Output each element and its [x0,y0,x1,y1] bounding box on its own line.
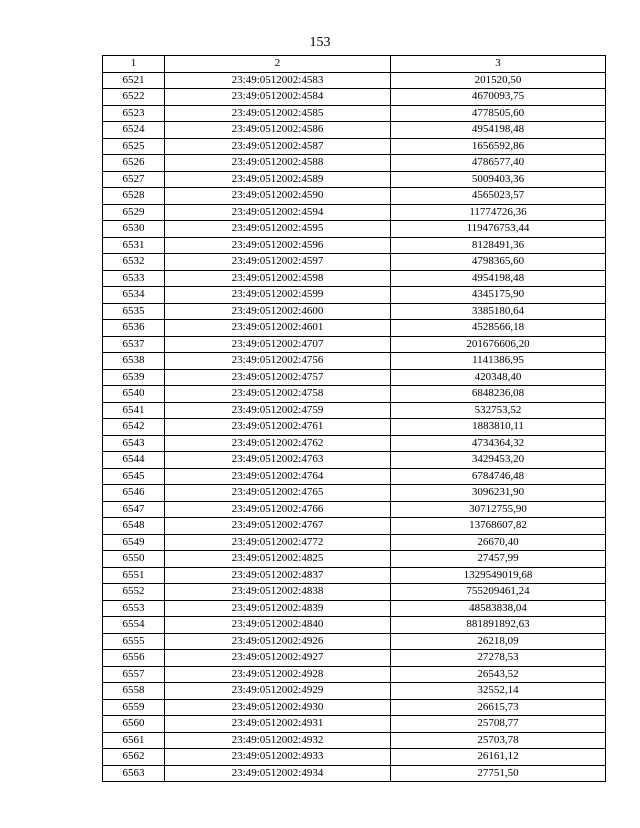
row-number-cell: 6540 [103,386,165,403]
row-number-cell: 6535 [103,303,165,320]
row-number-cell: 6554 [103,617,165,634]
cadastral-number-cell: 23:49:0512002:4588 [165,155,391,172]
value-cell: 420348,40 [391,369,606,386]
table-row [103,386,606,403]
value-cell: 4778505,60 [391,105,606,122]
cadastral-number-cell: 23:49:0512002:4767 [165,518,391,535]
row-number-cell: 6522 [103,89,165,106]
row-number-cell: 6561 [103,732,165,749]
row-number-cell: 6553 [103,600,165,617]
table-header-row [103,56,606,73]
cadastral-number-cell: 23:49:0512002:4932 [165,732,391,749]
row-number-cell: 6539 [103,369,165,386]
row-number-cell: 6546 [103,485,165,502]
row-number-cell: 6533 [103,270,165,287]
row-number-cell: 6545 [103,468,165,485]
cadastral-number-cell: 23:49:0512002:4596 [165,237,391,254]
value-cell: 1141386,95 [391,353,606,370]
row-number-cell: 6524 [103,122,165,139]
value-cell: 26218,09 [391,633,606,650]
table-row [103,501,606,518]
cadastral-number-cell: 23:49:0512002:4757 [165,369,391,386]
table-row [103,188,606,205]
table-row [103,105,606,122]
row-number-cell: 6542 [103,419,165,436]
table-row [103,600,606,617]
value-cell: 27278,53 [391,650,606,667]
value-cell: 27457,99 [391,551,606,568]
row-number-cell: 6543 [103,435,165,452]
table-row [103,650,606,667]
cadastral-number-cell: 23:49:0512002:4762 [165,435,391,452]
cadastral-number-cell: 23:49:0512002:4772 [165,534,391,551]
row-number-cell: 6538 [103,353,165,370]
cadastral-number-cell: 23:49:0512002:4587 [165,138,391,155]
table-row [103,716,606,733]
row-number-cell: 6555 [103,633,165,650]
column-header: 1 [103,56,165,73]
data-table [102,55,606,782]
cadastral-number-cell: 23:49:0512002:4595 [165,221,391,238]
cadastral-number-cell: 23:49:0512002:4763 [165,452,391,469]
row-number-cell: 6549 [103,534,165,551]
value-cell: 4954198,48 [391,270,606,287]
cadastral-number-cell: 23:49:0512002:4765 [165,485,391,502]
value-cell: 532753,52 [391,402,606,419]
row-number-cell: 6558 [103,683,165,700]
cadastral-number-cell: 23:49:0512002:4825 [165,551,391,568]
table-row [103,320,606,337]
cadastral-number-cell: 23:49:0512002:4838 [165,584,391,601]
cadastral-number-cell: 23:49:0512002:4839 [165,600,391,617]
value-cell: 48583838,04 [391,600,606,617]
row-number-cell: 6563 [103,765,165,782]
table-row [103,518,606,535]
cadastral-number-cell: 23:49:0512002:4600 [165,303,391,320]
cadastral-number-cell: 23:49:0512002:4583 [165,72,391,89]
value-cell: 13768607,82 [391,518,606,535]
row-number-cell: 6528 [103,188,165,205]
value-cell: 25708,77 [391,716,606,733]
row-number-cell: 6562 [103,749,165,766]
value-cell: 201676606,20 [391,336,606,353]
table-row [103,452,606,469]
cadastral-number-cell: 23:49:0512002:4926 [165,633,391,650]
table-body [103,72,606,782]
value-cell: 3385180,64 [391,303,606,320]
row-number-cell: 6557 [103,666,165,683]
table-row [103,369,606,386]
cadastral-number-cell: 23:49:0512002:4597 [165,254,391,271]
value-cell: 201520,50 [391,72,606,89]
value-cell: 4786577,40 [391,155,606,172]
table-row [103,138,606,155]
value-cell: 1329549019,68 [391,567,606,584]
row-number-cell: 6527 [103,171,165,188]
cadastral-number-cell: 23:49:0512002:4931 [165,716,391,733]
cadastral-number-cell: 23:49:0512002:4928 [165,666,391,683]
value-cell: 8128491,36 [391,237,606,254]
value-cell: 755209461,24 [391,584,606,601]
value-cell: 4670093,75 [391,89,606,106]
row-number-cell: 6525 [103,138,165,155]
cadastral-number-cell: 23:49:0512002:4601 [165,320,391,337]
cadastral-number-cell: 23:49:0512002:4707 [165,336,391,353]
value-cell: 4734364,32 [391,435,606,452]
table-row [103,270,606,287]
value-cell: 25703,78 [391,732,606,749]
table-row [103,435,606,452]
table-row [103,89,606,106]
cadastral-number-cell: 23:49:0512002:4586 [165,122,391,139]
cadastral-number-cell: 23:49:0512002:4766 [165,501,391,518]
table-row [103,171,606,188]
table-row [103,353,606,370]
cadastral-number-cell: 23:49:0512002:4585 [165,105,391,122]
table-row [103,468,606,485]
table-row [103,666,606,683]
value-cell: 4798365,60 [391,254,606,271]
cadastral-number-cell: 23:49:0512002:4934 [165,765,391,782]
column-header: 2 [165,56,391,73]
table-row [103,683,606,700]
table-row [103,336,606,353]
cadastral-number-cell: 23:49:0512002:4764 [165,468,391,485]
cadastral-number-cell: 23:49:0512002:4759 [165,402,391,419]
cadastral-number-cell: 23:49:0512002:4584 [165,89,391,106]
table-row [103,237,606,254]
cadastral-number-cell: 23:49:0512002:4758 [165,386,391,403]
row-number-cell: 6556 [103,650,165,667]
row-number-cell: 6559 [103,699,165,716]
row-number-cell: 6530 [103,221,165,238]
cadastral-number-cell: 23:49:0512002:4599 [165,287,391,304]
row-number-cell: 6541 [103,402,165,419]
value-cell: 3096231,90 [391,485,606,502]
table-row [103,402,606,419]
cadastral-number-cell: 23:49:0512002:4933 [165,749,391,766]
value-cell: 4565023,57 [391,188,606,205]
table-row [103,204,606,221]
cadastral-number-cell: 23:49:0512002:4589 [165,171,391,188]
cadastral-number-cell: 23:49:0512002:4761 [165,419,391,436]
table-row [103,584,606,601]
value-cell: 32552,14 [391,683,606,700]
row-number-cell: 6537 [103,336,165,353]
value-cell: 6848236,08 [391,386,606,403]
value-cell: 4345175,90 [391,287,606,304]
table-row [103,419,606,436]
row-number-cell: 6532 [103,254,165,271]
table-row [103,485,606,502]
value-cell: 30712755,90 [391,501,606,518]
cadastral-number-cell: 23:49:0512002:4837 [165,567,391,584]
cadastral-number-cell: 23:49:0512002:4598 [165,270,391,287]
value-cell: 119476753,44 [391,221,606,238]
value-cell: 11774726,36 [391,204,606,221]
row-number-cell: 6547 [103,501,165,518]
table-row [103,633,606,650]
row-number-cell: 6529 [103,204,165,221]
cadastral-number-cell: 23:49:0512002:4594 [165,204,391,221]
row-number-cell: 6523 [103,105,165,122]
value-cell: 6784746,48 [391,468,606,485]
table-row [103,221,606,238]
table-row [103,749,606,766]
column-header: 3 [391,56,606,73]
table-row [103,122,606,139]
value-cell: 1656592,86 [391,138,606,155]
value-cell: 4954198,48 [391,122,606,139]
table-row [103,617,606,634]
row-number-cell: 6551 [103,567,165,584]
row-number-cell: 6521 [103,72,165,89]
cadastral-number-cell: 23:49:0512002:4590 [165,188,391,205]
table-row [103,155,606,172]
table-row [103,534,606,551]
row-number-cell: 6552 [103,584,165,601]
row-number-cell: 6536 [103,320,165,337]
value-cell: 26543,52 [391,666,606,683]
value-cell: 5009403,36 [391,171,606,188]
row-number-cell: 6560 [103,716,165,733]
value-cell: 3429453,20 [391,452,606,469]
table-row [103,254,606,271]
cadastral-number-cell: 23:49:0512002:4930 [165,699,391,716]
cadastral-number-cell: 23:49:0512002:4840 [165,617,391,634]
table-row [103,551,606,568]
table-row [103,732,606,749]
table-row [103,303,606,320]
table-row [103,567,606,584]
table-row [103,287,606,304]
value-cell: 26670,40 [391,534,606,551]
page-number: 153 [309,35,331,50]
cadastral-number-cell: 23:49:0512002:4756 [165,353,391,370]
value-cell: 4528566,18 [391,320,606,337]
value-cell: 881891892,63 [391,617,606,634]
value-cell: 27751,50 [391,765,606,782]
value-cell: 26161,12 [391,749,606,766]
table-row [103,699,606,716]
value-cell: 1883810,11 [391,419,606,436]
row-number-cell: 6526 [103,155,165,172]
table-row [103,72,606,89]
cadastral-number-cell: 23:49:0512002:4927 [165,650,391,667]
table-row [103,765,606,782]
row-number-cell: 6531 [103,237,165,254]
row-number-cell: 6550 [103,551,165,568]
row-number-cell: 6548 [103,518,165,535]
row-number-cell: 6544 [103,452,165,469]
value-cell: 26615,73 [391,699,606,716]
cadastral-number-cell: 23:49:0512002:4929 [165,683,391,700]
row-number-cell: 6534 [103,287,165,304]
